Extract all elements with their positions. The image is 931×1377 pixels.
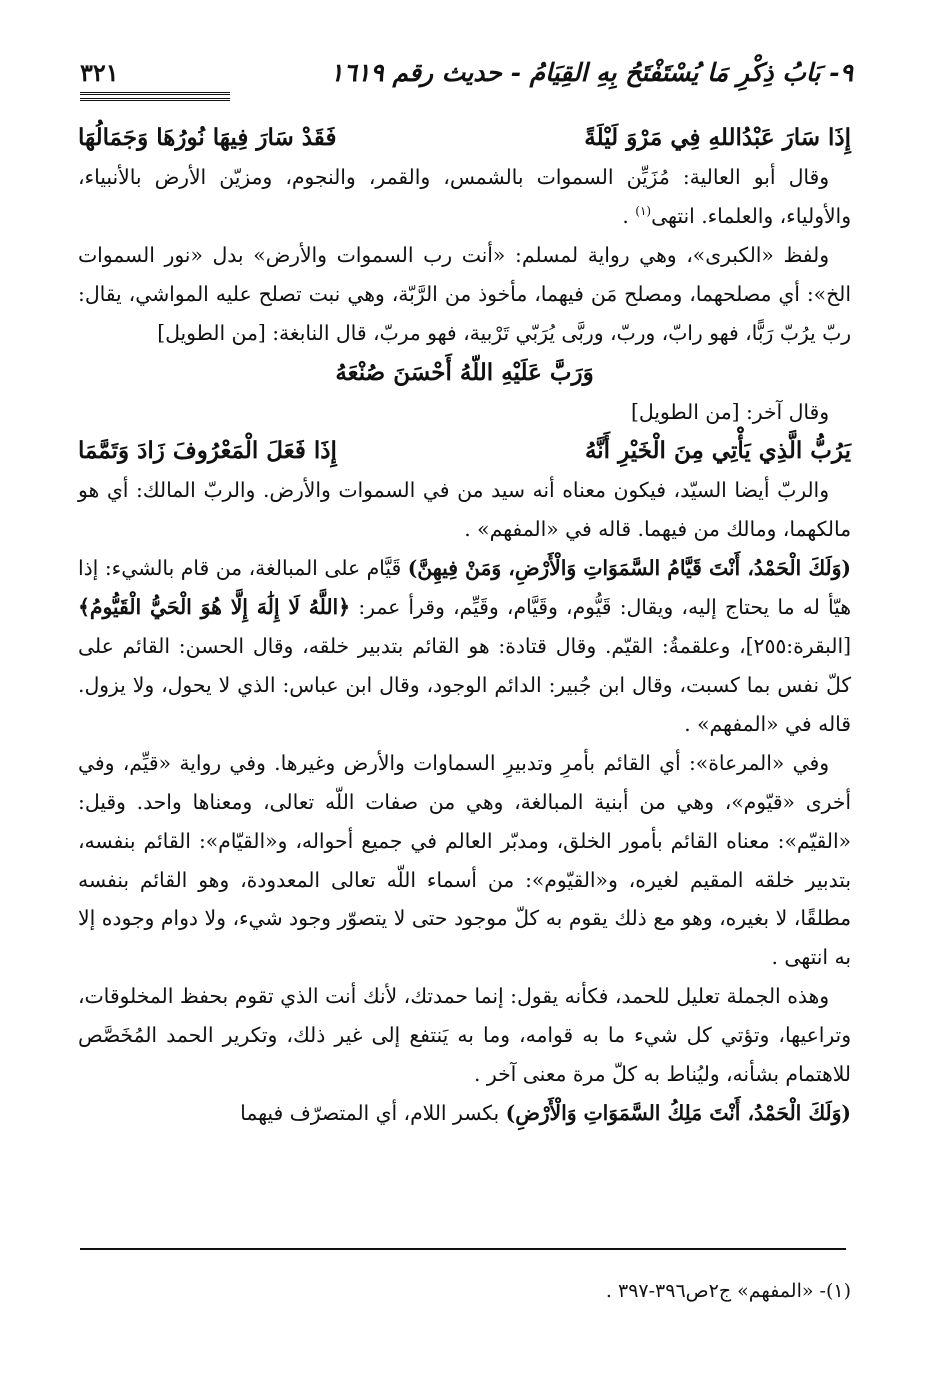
page-body (78, 118, 851, 1133)
verse-3-second-hemistich: إِذَا فَعَلَ الْمَعْرُوفَ زَادَ وَتَمَّمَا (78, 437, 337, 465)
paragraph-qayyam (78, 549, 851, 744)
paragraph-another-poet: وقال آخر: [من الطويل] (631, 399, 829, 424)
page-number: ٣٢١ (80, 57, 119, 87)
paragraph-end: . (622, 203, 636, 228)
quran-ayah: ﴿اللَّهُ لَا إِلَٰهَ إِلَّا هُوَ الْحَيُّ الْقَيُّومُ﴾ (78, 595, 351, 620)
page-header (80, 56, 853, 88)
header-double-rule (80, 92, 230, 101)
paragraph-text: بكسر اللام، أي المتصرّف فيهما (240, 1100, 506, 1125)
paragraph-reasoning: وهذه الجملة تعليل للحمد، فكأنه يقول: إنما حمدتك، لأنك أنت الذي تقوم بحفظ المخلوقات، وتراعيها، وتؤتي كل شيء ما به قوامه، وما به يَنتفع إلى غير ذلك، وتكرير الحمد المُخَصَّص للاهتمام بشأنه، وليُناط به كلّ مرة معنى آخر . (78, 984, 851, 1087)
running-title: ٩- بَابُ ذِكْرِ مَا يُسْتَفْتَحُ بِهِ القِيَامُ - حديث رقم ١٦١٩ (330, 57, 853, 87)
footnote-separator (80, 1248, 846, 1250)
hadith-quote: (وَلَكَ الْحَمْدُ، أَنْتَ مَلِكُ السَّمَوَاتِ وَالْأَرْضِ) (505, 1100, 851, 1125)
verse-3-first-hemistich: يَرُبُّ الَّذِي يَأْتِي مِنَ الْخَيْرِ أَنَّهُ (584, 437, 851, 465)
paragraph-al-kubra: ولفظ «الكبرى»، وهي رواية لمسلم: «أنت رب السموات والأرض» بدل «نور السموات الخ»: أي مصلحهما، ومصلح مَن فيهما، مأخوذ من الرَّبّة، وهي نبت تصلح عليه المواشي، يقال: ربّ يرُبّ رَبًّا، فهو رابّ، وربّ، وربَّى يُرَبّي تَرْبية، فهو مربّ، قال النابغة: [من الطويل] (78, 242, 851, 345)
paragraph-al-mirah: وفي «المرعاة»: أي القائم بأمرِ وتدبيرِ السماوات والأرض وغيرها. وفي رواية «قيِّم، وفي أخرى «قيّوم»، وهي من أبنية المبالغة، وهي من صفات اللّه تعالى، ومعناها واحد. وقيل: «القيّم»: معناه القائم بأمور الخلق، ومدبّر العالم في جميع أحواله، و«القيّام»: القائم بنفسه، بتدبير خلقه المقيم لغيره، و«القيّوم»: من أسماء اللّه تعالى المعدودة، وهو القائم بنفسه مطلقًا، لا بغيره، وهو مع ذلك يقوم به كلّ موجود حتى لا يتصوّر وجود شيء، ولا دوام وجوده إلا به انتهى . (78, 750, 851, 970)
poetry-verse-1 (78, 118, 851, 158)
poetry-verse-2 (78, 353, 851, 393)
verse-2-hemistich: وَرَبَّ عَلَيْهِ اللّهُ أَحْسَنَ صُنْعَهُ (335, 358, 594, 386)
paragraph-text: قَيَّام على المبالغة، من قام بالشيء: إذا هيّأ له ما يحتاج إليه، ويقال: قَيُّوم، وقَيَّام، وقَيِّم، وقرأ عمر: (78, 556, 851, 620)
footnote-marker: (١) (635, 204, 652, 219)
footnote: (١)- «المفهم» ج٢ص٣٩٦-٣٩٧ . (605, 1280, 851, 1302)
poetry-verse-3 (78, 431, 851, 471)
paragraph-text: وقال أبو العالية: مُزَيِّن السموات بالشمس، والقمر، والنجوم، ومزيّن الأرض بالأنبياء، والأولياء، والعلماء. انتهى (78, 165, 851, 228)
paragraph-rabb-meaning: والربّ أيضا السيّد، فيكون معناه أنه سيد من في السموات والأرض. والربّ المالك: أي هو مالكهما، ومالك من فيهما. قاله في «المفهم» . (78, 478, 851, 542)
paragraph-malik (78, 1094, 851, 1133)
paragraph-text-rest: [البقرة:٢٥٥]، وعلقمةُ: القيّم. وقال قتادة: هو القائم بتدبير خلقه، وقال الحسن: القائم على كلّ نفس بما كسبت، وقال ابن جُبير: الدائم الوجود، وقال ابن عباس: الذي لا يحول، ولا يزول. قاله في «المفهم» . (78, 634, 851, 736)
verse-1-first-hemistich: إِذَا سَارَ عَبْدُاللهِ فِي مَرْوَ لَيْلَةً (584, 124, 851, 151)
verse-1-second-hemistich: فَقَدْ سَارَ فِيهَا نُورُهَا وَجَمَالُهَا (78, 124, 337, 151)
paragraph-abu-aliya (78, 158, 851, 236)
hadith-quote: (وَلَكَ الْحَمْدُ، أَنْتَ قَيَّامُ السَّمَوَاتِ وَالْأَرْضِ، وَمَنْ فِيهِنَّ) (407, 556, 851, 581)
